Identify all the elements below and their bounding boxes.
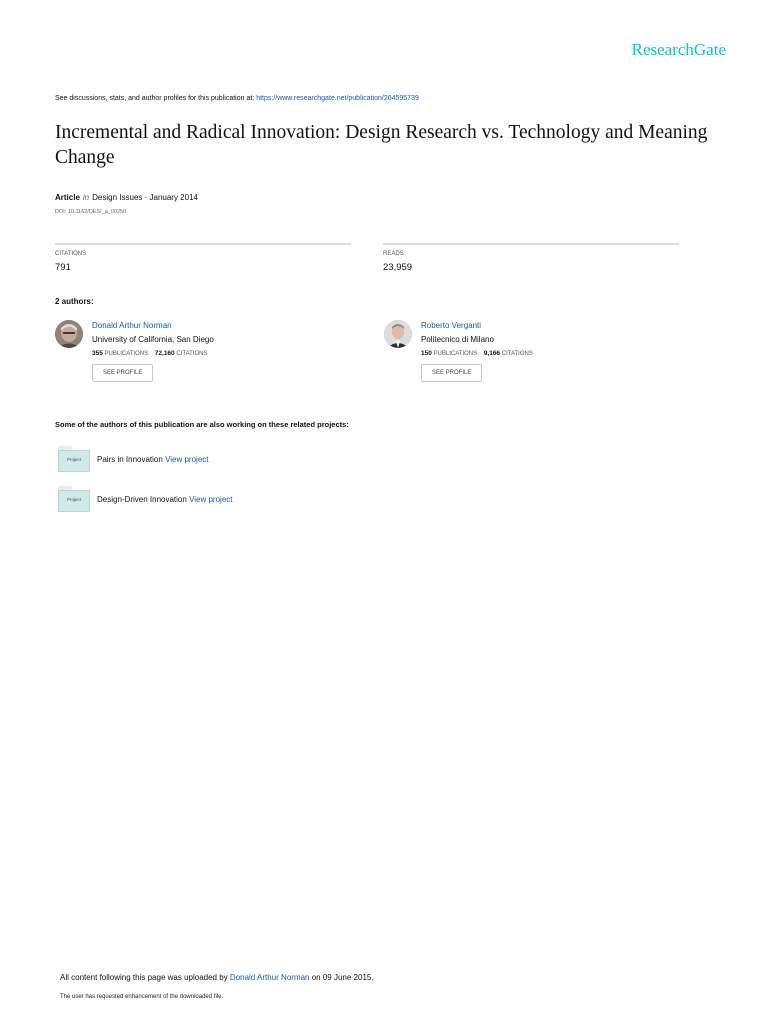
reads-value: 23,959 [383,262,413,273]
author-institution: University of California, San Diego [92,335,214,344]
doi: DOI: 10.1162/DESI_a_00250 [55,209,127,215]
related-projects-heading: Some of the authors of this publication are also working on these related projects: [55,420,349,429]
avatar[interactable] [55,320,83,348]
authors-heading: 2 authors: [55,297,94,306]
author-stats [421,350,681,357]
in-label: in [82,193,90,202]
uploader-link[interactable]: Donald Arthur Norman [229,973,310,982]
journal-info: Design Issues · January 2014 [92,193,198,202]
citations-count: 72,160 [154,350,175,357]
author-info [421,320,681,382]
citations-label: CITATIONS [176,351,208,357]
publications-count: 355 [92,350,103,357]
citations-label: CITATIONS [501,351,533,357]
researchgate-logo[interactable]: ResearchGate [631,40,726,59]
publications-label: PUBLICATIONS [104,351,149,357]
reads-stat [383,243,679,273]
author-name-link[interactable]: Roberto Verganti [421,321,482,330]
citations-count: 9,166 [483,350,501,357]
publication-url-link[interactable]: https://www.researchgate.net/publication/264595739 [256,95,419,102]
author-name-link[interactable]: Donald Arthur Norman [92,321,172,330]
publication-meta [55,193,198,202]
enhancement-notice: The user has requested enhancement of the downloaded file. [60,994,224,1000]
reads-label: READS [383,251,404,257]
author-stats [92,350,352,357]
citations-label: CITATIONS [55,251,87,257]
project-text [97,495,233,504]
publications-label: PUBLICATIONS [433,351,478,357]
upload-notice [60,973,374,982]
view-project-link[interactable]: View project [189,495,233,504]
see-profile-button[interactable]: SEE PROFILE [421,364,482,382]
citations-value: 791 [55,262,71,273]
avatar[interactable] [384,320,412,348]
project-folder-icon[interactable] [58,486,90,512]
publications-count: 150 [421,350,432,357]
see-profile-button[interactable]: SEE PROFILE [92,364,153,382]
citations-stat [55,243,351,273]
project-text [97,455,209,464]
publication-title: Incremental and Radical Innovation: Design Research vs. Technology and Meaning Change [55,122,708,168]
article-type: Article [55,193,80,202]
project-name: Design-Driven Innovation [97,495,187,504]
author-institution: Politecnico di Milano [421,335,494,344]
intro-text: See discussions, stats, and author profiles for this publication at: [55,95,255,102]
project-folder-icon[interactable] [58,446,90,472]
project-name: Pairs in Innovation [97,455,163,464]
project-icon-label: Project [66,497,81,502]
upload-prefix: All content following this page was uploaded by [60,973,228,982]
project-icon-label: Project [66,457,81,462]
upload-suffix: on 09 June 2015. [311,973,374,982]
author-info [92,320,352,382]
intro-line [55,95,419,102]
view-project-link[interactable]: View project [165,455,209,464]
